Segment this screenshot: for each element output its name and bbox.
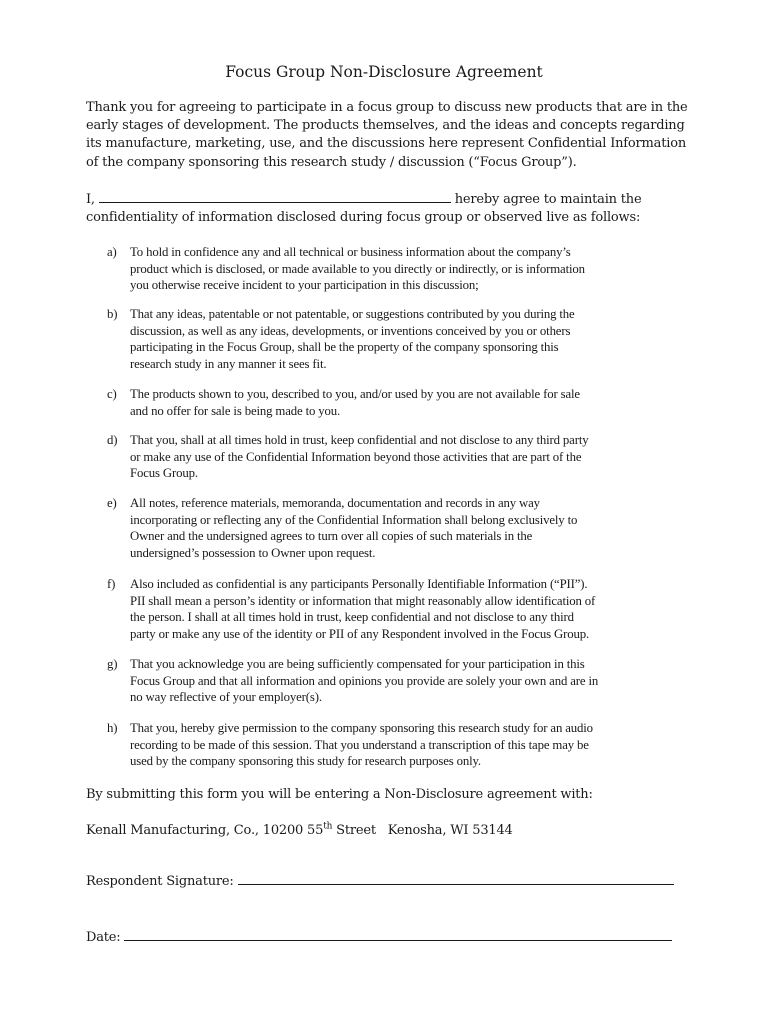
item-line: Also included as confidential is any participants Personally Identifiable Information (“PII”). <box>130 577 588 591</box>
item-text <box>130 432 690 482</box>
agreement-statement <box>86 190 686 227</box>
address-line <box>86 822 686 840</box>
item-line: research study in any manner it sees fit. <box>130 356 327 371</box>
intro-paragraph <box>86 99 686 172</box>
item-text <box>130 576 690 642</box>
item-text <box>130 656 690 706</box>
item-line: no way reflective of your employer(s). <box>130 690 322 705</box>
signature-row <box>86 872 686 891</box>
address-city: Kenosha, WI 53144 <box>387 823 513 838</box>
agreement-suffix: hereby agree to maintain the <box>454 192 642 207</box>
item-line: Focus Group and that all information and opinions you provide are solely your own and are in <box>130 673 599 688</box>
address-street: Street <box>332 823 376 838</box>
item-line: That you, hereby give permission to the company sponsoring this research study for an audio <box>130 721 593 735</box>
item-line: undersigned’s possession to Owner upon request. <box>130 545 376 560</box>
item-line: All notes, reference materials, memoranda, documentation and records in any way <box>130 496 540 510</box>
item-text <box>130 244 690 294</box>
address-ordinal: th <box>323 821 333 832</box>
company-address <box>86 822 686 840</box>
item-line: the person. I shall at all times hold in trust, keep confidential and not disclose to any third <box>130 610 574 625</box>
intro-line: Thank you for agreeing to participate in a focus group to discuss new products that are in the <box>86 100 688 115</box>
item-line: used by the company sponsoring this study for research purposes only. <box>130 754 481 769</box>
item-text <box>130 306 690 372</box>
signature-blank-line[interactable] <box>238 872 674 885</box>
agreement-line-2: confidentiality of information disclosed during focus group or observed live as follows: <box>86 210 641 226</box>
item-line: incorporating or reflecting any of the Confidential Information shall belong exclusively to <box>130 512 578 527</box>
item-line: you otherwise receive incident to your participation in this discussion; <box>130 278 479 293</box>
closing-line: By submitting this form you will be entering a Non-Disclosure agreement with: <box>86 787 593 802</box>
item-line: PII shall mean a person’s identity or information that might reasonably allow identification of <box>130 593 596 608</box>
item-line: product which is disclosed, or made available to you directly or indirectly, or is information <box>130 261 585 276</box>
document-title: Focus Group Non-Disclosure Agreement <box>225 63 543 81</box>
item-marker: g) <box>107 657 118 671</box>
item-text <box>130 720 690 770</box>
item-line: That you acknowledge you are being sufficiently compensated for your participation in this <box>130 657 585 671</box>
item-marker: e) <box>107 496 117 510</box>
date-label: Date: <box>86 930 121 945</box>
item-line: party or make any use of the identity or PII of any Respondent involved in the Focus Group. <box>130 626 590 641</box>
item-marker: b) <box>107 307 118 321</box>
intro-line: its manufacture, marketing, use, and the discussions here represent Confidential Information <box>86 136 687 152</box>
intro-line: early stages of development. The products themselves, and the ideas and concepts regarding <box>86 118 685 134</box>
item-line: To hold in confidence any and all technical or business information about the company’s <box>130 245 571 259</box>
intro-line: of the company sponsoring this research study / discussion (“Focus Group”). <box>86 154 577 170</box>
item-marker: h) <box>107 721 118 735</box>
item-line: discussion, as well as any ideas, developments, or inventions conceived by you or others <box>130 323 571 338</box>
item-line: That any ideas, patentable or not patentable, or suggestions contributed by you during the <box>130 307 575 321</box>
address-company: Kenall Manufacturing, Co., 10200 55 <box>86 823 324 838</box>
signature-label: Respondent Signature: <box>86 874 234 889</box>
item-line: and no offer for sale is being made to you. <box>130 403 341 418</box>
item-line: or make any use of the Confidential Information beyond those activities that are part of the <box>130 449 582 464</box>
item-marker: c) <box>107 387 117 401</box>
name-blank-line[interactable] <box>99 190 451 203</box>
item-line: That you, shall at all times hold in trust, keep confidential and not disclose to any third party <box>130 433 589 447</box>
item-marker: f) <box>107 577 116 591</box>
item-line: The products shown to you, described to you, and/or used by you are not available for sale <box>130 387 580 401</box>
agreement-prefix: I, <box>86 192 95 207</box>
item-line: Focus Group. <box>130 466 198 481</box>
item-marker: d) <box>107 433 118 447</box>
item-text <box>130 386 690 419</box>
item-line: participating in the Focus Group, shall be the property of the company sponsoring this <box>130 340 559 355</box>
item-line: recording to be made of this session. That you understand a transcription of this tape may be <box>130 737 589 752</box>
agreement-line <box>86 190 686 209</box>
item-marker: a) <box>107 245 117 259</box>
item-line: Owner and the undersigned agrees to turn over all copies of such materials in the <box>130 529 533 544</box>
item-text <box>130 495 690 561</box>
closing-paragraph <box>86 786 686 804</box>
date-row <box>86 928 686 947</box>
date-blank-line[interactable] <box>124 928 672 941</box>
